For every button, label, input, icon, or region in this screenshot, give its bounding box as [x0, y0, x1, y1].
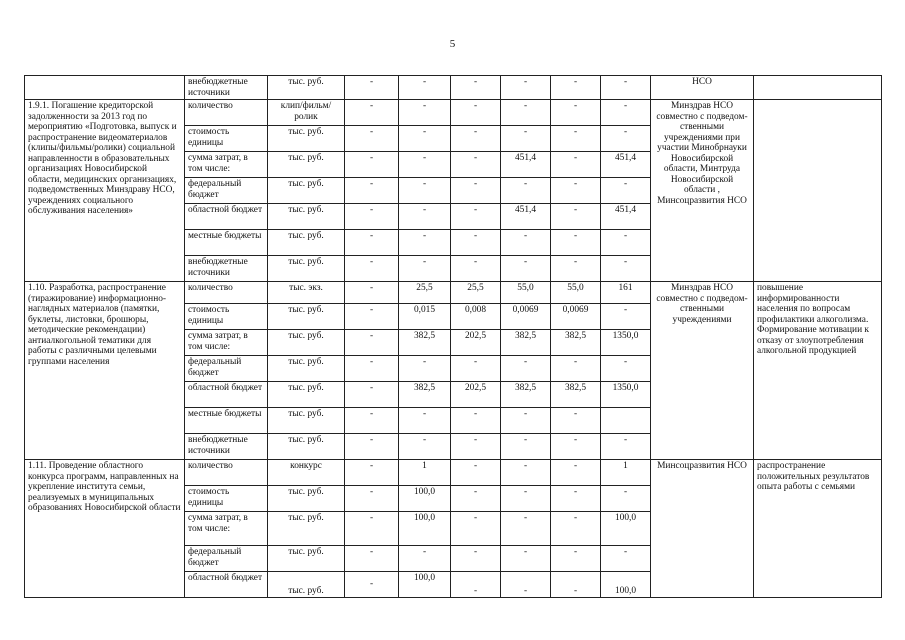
value-cell: -: [451, 546, 501, 572]
value-cell: -: [501, 512, 551, 546]
value-cell: -: [501, 356, 551, 382]
value-cell: 1: [601, 460, 651, 486]
value-cell: -: [501, 126, 551, 152]
unit-cell: тыс. руб.: [268, 486, 345, 512]
value-cell: -: [451, 486, 501, 512]
value-cell: -: [451, 204, 501, 230]
value-cell: -: [451, 434, 501, 460]
unit-cell: тыс. руб.: [268, 126, 345, 152]
value-cell: -: [399, 230, 451, 256]
value-cell: -: [399, 204, 451, 230]
value-cell: -: [345, 512, 399, 546]
value-cell: -: [451, 152, 501, 178]
unit-cell: тыс. руб.: [268, 204, 345, 230]
value-cell: -: [501, 546, 551, 572]
value-cell: -: [601, 230, 651, 256]
unit-cell: конкурс: [268, 460, 345, 486]
value-cell: -: [551, 546, 601, 572]
value-cell: 25,5: [451, 282, 501, 304]
table-row: [25, 460, 882, 486]
unit-cell: тыс. руб.: [268, 408, 345, 434]
value-cell: -: [501, 434, 551, 460]
value-cell: -: [551, 572, 601, 598]
value-cell: 202,5: [451, 382, 501, 408]
value-cell: -: [451, 408, 501, 434]
continuation-row: [25, 76, 882, 100]
unit-cell: тыс. руб.: [268, 572, 345, 598]
value-cell: 382,5: [501, 330, 551, 356]
activity-cell: 1.11. Проведение областного конкурса программ, направленных на укрепление института семьи, реализуемых в муниципальных образованиях Новосибирской области: [25, 460, 185, 598]
value-cell: 0,0069: [551, 304, 601, 330]
value-cell: -: [345, 460, 399, 486]
table-row: [25, 100, 882, 126]
value-cell: -: [399, 152, 451, 178]
value-cell: -: [601, 434, 651, 460]
indicator-cell: областной бюджет: [185, 572, 268, 598]
value-cell: 451,4: [601, 152, 651, 178]
value-cell: -: [551, 486, 601, 512]
value-cell: 382,5: [551, 330, 601, 356]
value-cell: -: [399, 100, 451, 126]
executor-cell: Минздрав НСО совместно с подведом-ственными учреждениями: [651, 282, 754, 460]
unit-cell: тыс. руб.: [268, 304, 345, 330]
value-cell: -: [551, 256, 601, 282]
indicator-cell: сумма затрат, в том числе:: [185, 512, 268, 546]
value-cell: -: [551, 76, 601, 100]
value-cell: -: [501, 486, 551, 512]
value-cell: -: [451, 256, 501, 282]
value-cell: -: [399, 434, 451, 460]
value-cell: -: [551, 100, 601, 126]
value-cell: -: [345, 356, 399, 382]
value-cell: -: [551, 408, 601, 434]
value-cell: -: [501, 256, 551, 282]
value-cell: -: [601, 100, 651, 126]
value-cell: -: [451, 512, 501, 546]
activity-cell: [25, 76, 185, 100]
page-number: 5: [449, 38, 456, 50]
indicator-cell: местные бюджеты: [185, 408, 268, 434]
unit-cell: тыс. руб.: [268, 382, 345, 408]
result-cell: [754, 100, 882, 282]
value-cell: 382,5: [551, 382, 601, 408]
value-cell: -: [345, 230, 399, 256]
executor-cell: Минсоцразвития НСО: [651, 460, 754, 598]
value-cell: -: [345, 546, 399, 572]
value-cell: 382,5: [399, 382, 451, 408]
unit-cell: тыс. руб.: [268, 330, 345, 356]
value-cell: -: [345, 434, 399, 460]
indicator-cell: внебюджетные источники: [185, 256, 268, 282]
value-cell: -: [501, 100, 551, 126]
value-cell: 1350,0: [601, 382, 651, 408]
value-cell: 1: [399, 460, 451, 486]
value-cell: -: [551, 152, 601, 178]
value-cell: -: [601, 356, 651, 382]
indicator-cell: внебюджетные источники: [185, 434, 268, 460]
value-cell: -: [451, 178, 501, 204]
value-cell: -: [501, 178, 551, 204]
value-cell: -: [451, 460, 501, 486]
value-cell: -: [501, 460, 551, 486]
value-cell: -: [501, 408, 551, 434]
value-cell: 100,0: [399, 486, 451, 512]
indicator-cell: областной бюджет: [185, 204, 268, 230]
indicator-cell: сумма затрат, в том числе:: [185, 330, 268, 356]
unit-cell: тыс. руб.: [268, 178, 345, 204]
value-cell: 382,5: [501, 382, 551, 408]
indicator-cell: количество: [185, 100, 268, 126]
value-cell: -: [501, 572, 551, 598]
value-cell: 0,008: [451, 304, 501, 330]
unit-cell: тыс. руб.: [268, 76, 345, 100]
value-cell: -: [345, 572, 399, 598]
value-cell: 451,4: [501, 204, 551, 230]
value-cell: 0,0069: [501, 304, 551, 330]
unit-cell: тыс. руб.: [268, 434, 345, 460]
activity-cell: 1.9.1. Погашение кредиторской задолженности за 2013 год по мероприятию «Подготовка, выпуск и распространение видеоматериалов (клипы/фильмы/ролики) социальной направленности в образовательных организациях Новосибирской области, медицинских организациях, подведомственных Минздраву НСО, учреждениях социального обслуживания населения»: [25, 100, 185, 282]
value-cell: -: [399, 126, 451, 152]
value-cell: -: [551, 512, 601, 546]
value-cell: 382,5: [399, 330, 451, 356]
unit-cell: тыс. руб.: [268, 256, 345, 282]
value-cell: -: [551, 434, 601, 460]
value-cell: 55,0: [551, 282, 601, 304]
value-cell: -: [551, 126, 601, 152]
table-row: [25, 282, 882, 304]
value-cell: -: [551, 230, 601, 256]
indicator-cell: федеральный бюджет: [185, 178, 268, 204]
indicator-cell: федеральный бюджет: [185, 356, 268, 382]
value-cell: -: [501, 76, 551, 100]
value-cell: -: [345, 382, 399, 408]
value-cell: -: [451, 100, 501, 126]
value-cell: -: [345, 100, 399, 126]
unit-cell: тыс. экз.: [268, 282, 345, 304]
unit-cell: тыс. руб.: [268, 356, 345, 382]
value-cell: -: [345, 330, 399, 356]
executor-cell: Минздрав НСО совместно с подведом-ственными учреждениями при участии Минобрнауки Новосибирской области, Минтруда Новосибирской области , Минсоцразвития НСО: [651, 100, 754, 282]
value-cell: 100,0: [399, 512, 451, 546]
indicator-cell: внебюджетные источники: [185, 76, 268, 100]
value-cell: -: [345, 204, 399, 230]
value-cell: 1350,0: [601, 330, 651, 356]
result-cell: распространение положительных результатов опыта работы с семьями: [754, 460, 882, 598]
value-cell: 202,5: [451, 330, 501, 356]
value-cell: -: [345, 76, 399, 100]
value-cell: -: [345, 486, 399, 512]
value-cell: 451,4: [601, 204, 651, 230]
result-cell: повышение информированности населения по вопросам профилактики алкоголизма. Формирование мотивации к отказу от злоупотребления алкогольной продукцией: [754, 282, 882, 460]
value-cell: -: [399, 546, 451, 572]
value-cell: -: [601, 546, 651, 572]
activity-cell: 1.10. Разработка, распространение (тиражирование) информационно-наглядных материалов (памятки, буклеты, листовки, брошюры, методические рекомендации) антиалкогольной тематики для работы с различными целевыми группами населения: [25, 282, 185, 460]
unit-cell: тыс. руб.: [268, 152, 345, 178]
value-cell: -: [399, 356, 451, 382]
indicator-cell: количество: [185, 460, 268, 486]
value-cell: -: [601, 256, 651, 282]
value-cell: -: [345, 152, 399, 178]
indicator-cell: местные бюджеты: [185, 230, 268, 256]
value-cell: 451,4: [501, 152, 551, 178]
table-body: [25, 76, 882, 598]
value-cell: -: [451, 356, 501, 382]
indicator-cell: стоимость единицы: [185, 486, 268, 512]
value-cell: -: [451, 230, 501, 256]
value-cell: -: [399, 178, 451, 204]
value-cell: 100,0: [601, 572, 651, 598]
indicator-cell: сумма затрат, в том числе:: [185, 152, 268, 178]
value-cell: -: [345, 282, 399, 304]
value-cell: -: [345, 304, 399, 330]
unit-cell: клип/фильм/ ролик: [268, 100, 345, 126]
value-cell: -: [345, 126, 399, 152]
executor-cell: НСО: [651, 76, 754, 100]
unit-cell: тыс. руб.: [268, 512, 345, 546]
value-cell: -: [451, 126, 501, 152]
value-cell: -: [501, 230, 551, 256]
value-cell: 55,0: [501, 282, 551, 304]
value-cell: -: [345, 256, 399, 282]
value-cell: 161: [601, 282, 651, 304]
indicator-cell: областной бюджет: [185, 382, 268, 408]
value-cell: -: [399, 76, 451, 100]
value-cell: 100,0: [399, 572, 451, 598]
value-cell: -: [601, 304, 651, 330]
value-cell: -: [399, 256, 451, 282]
unit-cell: тыс. руб.: [268, 230, 345, 256]
value-cell: -: [601, 126, 651, 152]
value-cell: -: [451, 572, 501, 598]
value-cell: -: [345, 178, 399, 204]
value-cell: 25,5: [399, 282, 451, 304]
value-cell: 0,015: [399, 304, 451, 330]
indicator-cell: стоимость единицы: [185, 126, 268, 152]
value-cell: 100,0: [601, 512, 651, 546]
result-cell: [754, 76, 882, 100]
indicator-cell: федеральный бюджет: [185, 546, 268, 572]
indicator-cell: количество: [185, 282, 268, 304]
value-cell: -: [451, 76, 501, 100]
value-cell: -: [601, 178, 651, 204]
program-activities-table: [24, 75, 882, 598]
value-cell: -: [399, 408, 451, 434]
unit-cell: тыс. руб.: [268, 546, 345, 572]
value-cell: -: [551, 460, 601, 486]
value-cell: -: [551, 178, 601, 204]
value-cell: -: [551, 356, 601, 382]
value-cell: [601, 408, 651, 434]
indicator-cell: стоимость единицы: [185, 304, 268, 330]
value-cell: -: [601, 76, 651, 100]
value-cell: -: [345, 408, 399, 434]
value-cell: -: [551, 204, 601, 230]
value-cell: -: [601, 486, 651, 512]
